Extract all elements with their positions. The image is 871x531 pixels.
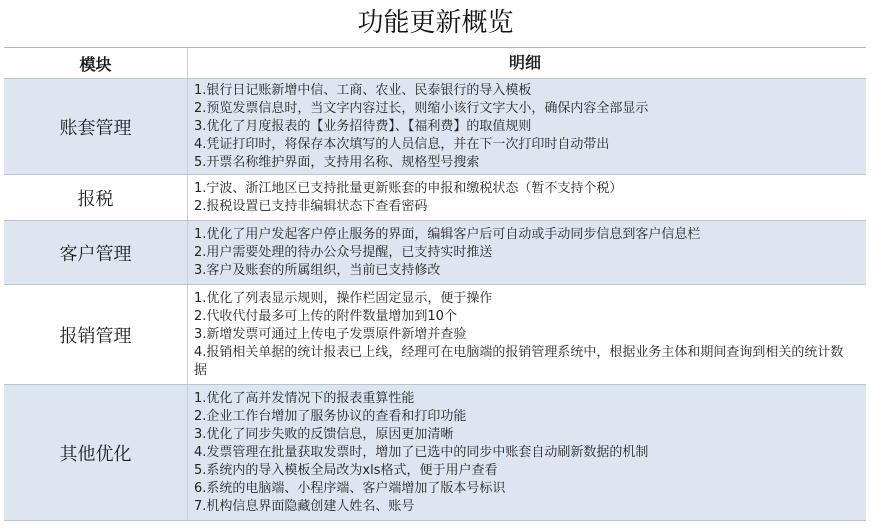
table-row [4, 175, 866, 221]
row-details [188, 221, 866, 284]
detail-line: 2.用户需要处理的待办公众号提醒，已支持实时推送 [194, 244, 493, 260]
row-category: 账套管理 [4, 79, 188, 174]
row-category: 报税 [4, 175, 188, 220]
detail-line: 2.代收代付最多可上传的附件数量增加到10个 [194, 308, 457, 324]
row-details [188, 285, 866, 384]
detail-line: 4.发票管理在批量获取发票时，增加了已选中的同步中账套自动刷新数据的机制 [194, 444, 649, 460]
detail-line: 4.凭证打印时，将保存本次填写的人员信息，并在下一次打印时自动带出 [194, 136, 610, 152]
table-row [4, 79, 866, 175]
table-row [4, 221, 866, 285]
header-category: 模块 [4, 48, 188, 78]
update-table [4, 47, 866, 521]
detail-line: 1.优化了列表显示规则，操作栏固定显示，便于操作 [194, 290, 493, 306]
row-category: 报销管理 [4, 285, 188, 384]
header-detail: 明细 [508, 53, 541, 72]
table-row [4, 385, 866, 521]
detail-line: 2.企业工作台增加了服务协议的查看和打印功能 [194, 408, 467, 424]
detail-line: 3.客户及账套的所属组织，当前已支持修改 [194, 262, 441, 278]
detail-line: 4.报销相关单据的统计报表已上线，经理可在电脑端的报销管理系统中，根据业务主体和期间查询到相关的统计数据 [194, 344, 844, 378]
detail-line: 1.宁波、浙江地区已支持批量更新账套的申报和缴税状态（暂不支持个税） [194, 180, 623, 196]
detail-line: 1.银行日记账新增中信、工商、农业、民泰银行的导入模板 [194, 82, 532, 98]
detail-line: 3.新增发票可通过上传电子发票原件新增并查验 [194, 326, 467, 342]
detail-line: 5.系统内的导入模板全局改为xls格式，便于用户查看 [194, 462, 498, 478]
row-category: 客户管理 [4, 221, 188, 284]
detail-line: 5.开票名称维护界面，支持用名称、规格型号搜索 [194, 154, 480, 170]
table-row [4, 285, 866, 385]
detail-line: 1.优化了高并发情况下的报表重算性能 [194, 390, 415, 406]
detail-line: 3.优化了月度报表的【业务招待费】、【福利费】的取值规则 [194, 118, 532, 134]
row-details [188, 385, 866, 520]
detail-line: 1.优化了用户发起客户停止服务的界面，编辑客户后可自动或手动同步信息到客户信息栏 [194, 226, 701, 242]
page-title: 功能更新概览 [357, 8, 514, 38]
detail-line: 3.优化了同步失败的反馈信息，原因更加清晰 [194, 426, 454, 442]
detail-line: 6.系统的电脑端、小程序端、客户端增加了版本号标识 [194, 480, 506, 496]
table-header-row [4, 48, 866, 79]
row-details [188, 175, 866, 220]
detail-line: 2.报税设置已支持非编辑状态下查看密码 [194, 198, 428, 214]
row-details [188, 79, 866, 174]
detail-line: 7.机构信息界面隐藏创建人姓名、账号 [194, 498, 415, 514]
detail-line: 2.预览发票信息时，当文字内容过长，则缩小该行文字大小，确保内容全部显示 [194, 100, 649, 116]
row-category: 其他优化 [4, 385, 188, 520]
